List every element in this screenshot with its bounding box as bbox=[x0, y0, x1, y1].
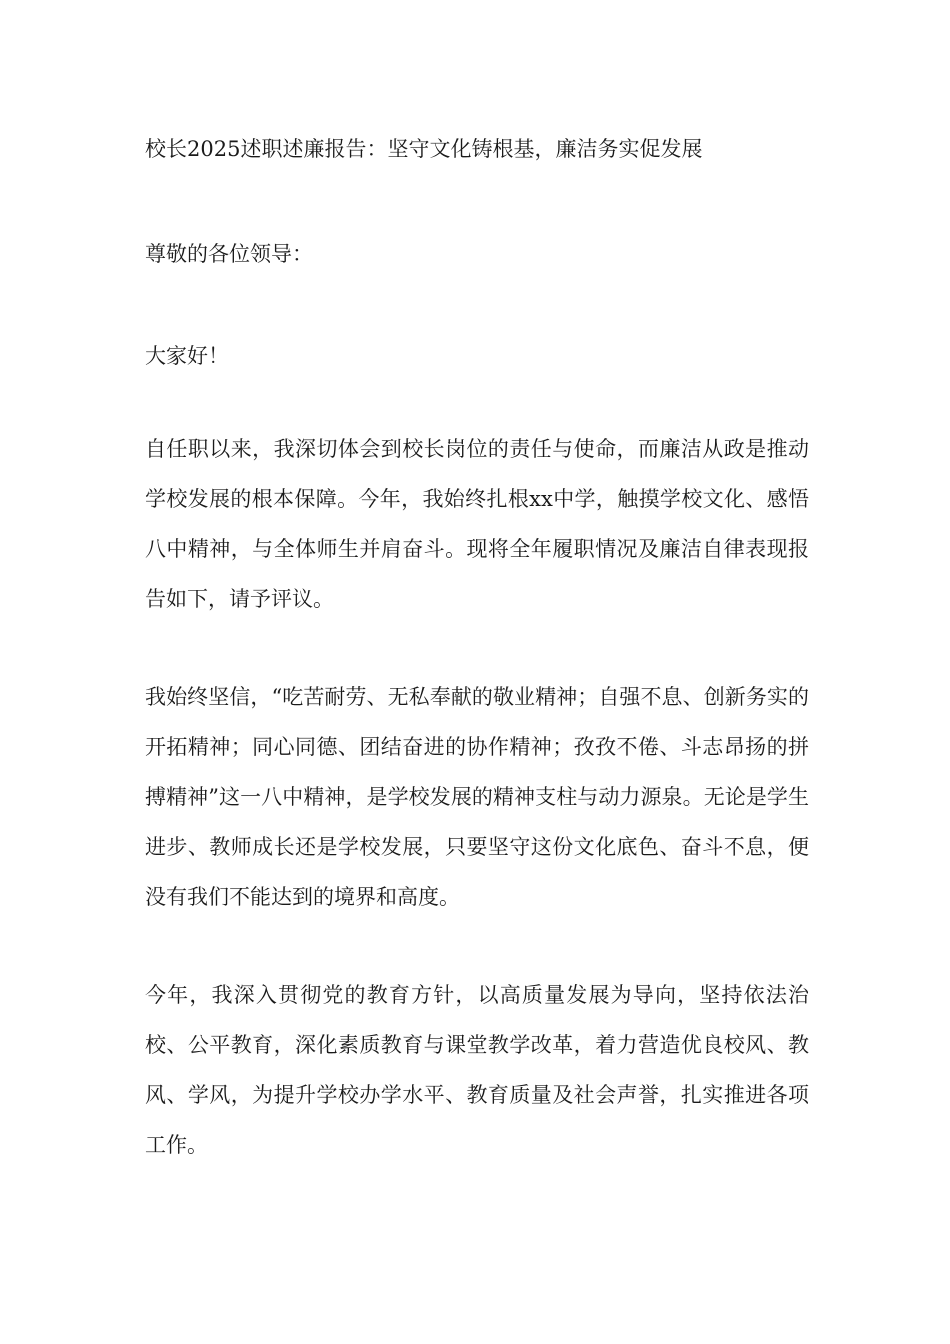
document-title: 校长2025述职述廉报告：坚守文化铸根基，廉洁务实促发展 bbox=[145, 137, 703, 161]
salutation: 尊敬的各位领导： bbox=[145, 242, 313, 266]
body-paragraph: 自任职以来，我深切体会到校长岗位的责任与使命，而廉洁从政是推动学校发展的根本保障。今年，我始终扎根xx中学，触摸学校文化、感悟八中精神，与全体师生并肩奋斗。现将全年履职情况及廉洁自律表现报告如下，请予评议。 bbox=[145, 437, 809, 611]
body-paragraph: 我始终坚信，“吃苦耐劳、无私奉献的敬业精神；自强不息、创新务实的开拓精神；同心同德、团结奋进的协作精神；孜孜不倦、斗志昂扬的拼搏精神”这一八中精神，是学校发展的精神支柱与动力源泉。无论是学生进步、教师成长还是学校发展，只要坚守这份文化底色、奋斗不息，便没有我们不能达到的境界和高度。 bbox=[145, 685, 809, 909]
body-paragraph: 今年，我深入贯彻党的教育方针，以高质量发展为导向，坚持依法治校、公平教育，深化素质教育与课堂教学改革，着力营造优良校风、教风、学风，为提升学校办学水平、教育质量及社会声誉，扎实推进各项工作。 bbox=[145, 983, 809, 1157]
greeting: 大家好！ bbox=[145, 344, 229, 368]
